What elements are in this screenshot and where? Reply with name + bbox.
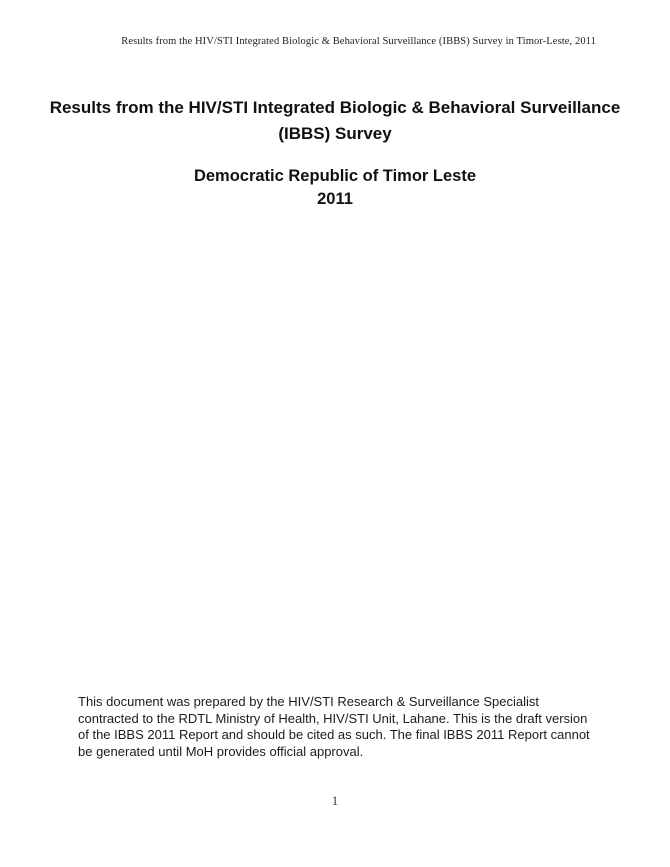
document-subtitle bbox=[0, 165, 670, 211]
title-line-1: Results from the HIV/STI Integrated Biologic & Behavioral Surveillance bbox=[49, 98, 621, 117]
subtitle-country: Democratic Republic of Timor Leste bbox=[193, 167, 477, 185]
running-header: Results from the HIV/STI Integrated Biologic & Behavioral Surveillance (IBBS) Survey in Timor-Leste, 2011 bbox=[121, 36, 596, 47]
title-line-2: (IBBS) Survey bbox=[278, 124, 392, 143]
document-title bbox=[0, 95, 670, 147]
subtitle-year: 2011 bbox=[317, 190, 353, 208]
page-number: 1 bbox=[331, 794, 339, 808]
disclaimer-paragraph: This document was prepared by the HIV/STI Research & Surveillance Specialist contracted to the RDTL Ministry of Health, HIV/STI Unit, Lahane. This is the draft version of the IBBS 2011 Report and should be cited as such. The final IBBS 2011 Report cannot be generated until MoH provides official approval. bbox=[78, 694, 590, 759]
